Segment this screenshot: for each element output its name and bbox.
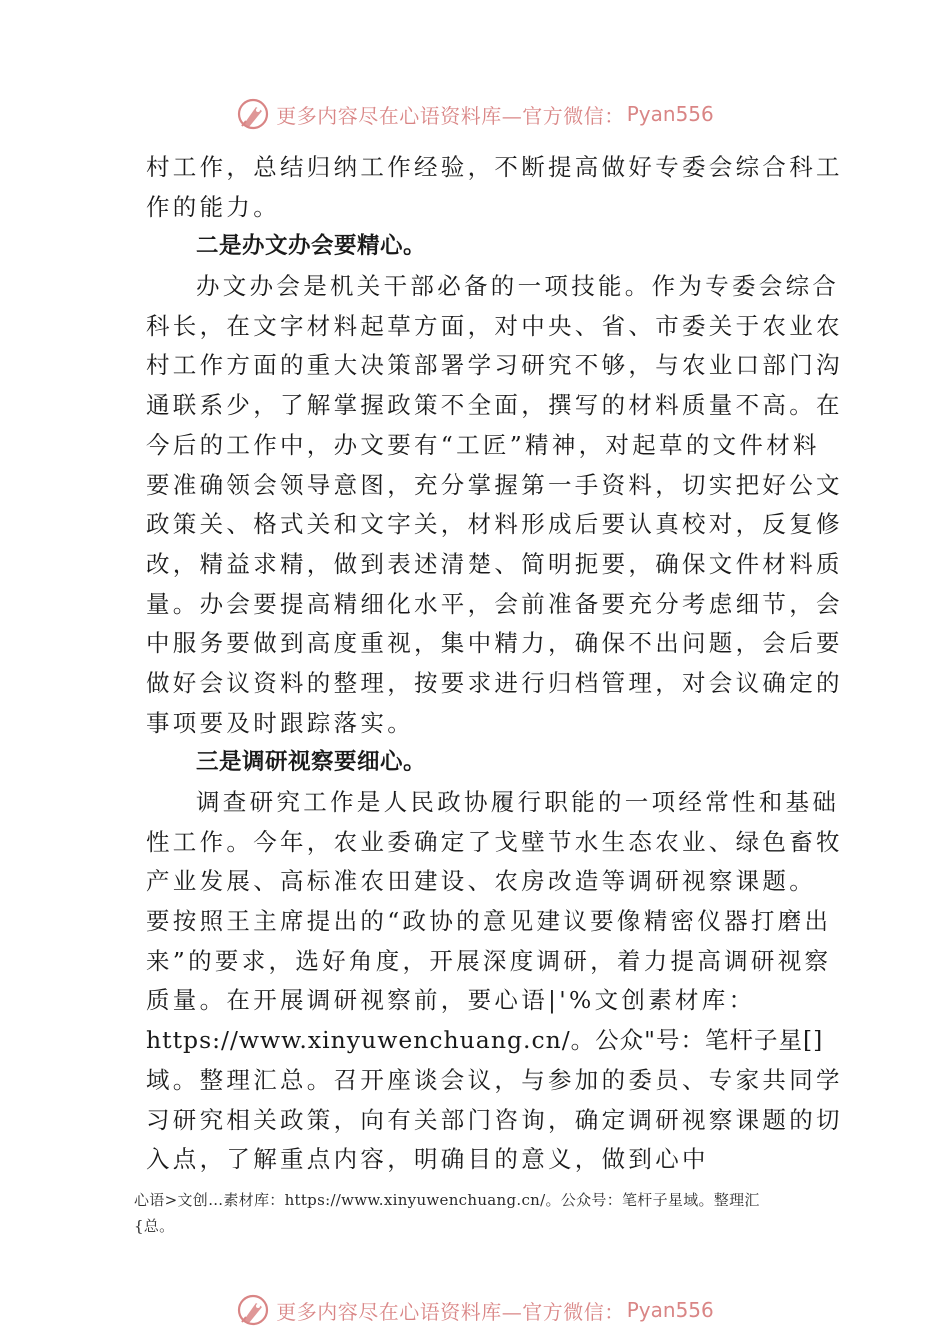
paragraph-line: 要按照王主席提出的“政协的意见建议要像精密仪器打磨出 <box>146 907 832 936</box>
paragraph-line: 域。整理汇总。召开座谈会议，与参加的委员、专家共同学 <box>146 1065 843 1094</box>
footer-banner-text: 更多内容尽在心语资料库—官方微信： <box>276 1299 625 1324</box>
header-banner-text: 更多内容尽在心语资料库—官方微信： <box>276 103 625 128</box>
paragraph-line: 村工作方面的重大决策部署学习研究不够，与农业口部门沟 <box>146 351 843 380</box>
paragraph-line: 事项要及时跟踪落实。 <box>146 708 414 737</box>
paragraph-line: 村工作，总结归纳工作经验，不断提高做好专委会综合科工 <box>146 153 843 181</box>
paragraph-line: 质量。在开展调研视察前，要心语|'%文创素材库： <box>146 986 756 1015</box>
paragraph-line: 政策关、格式关和文字关，材料形成后要认真校对，反复修 <box>146 510 843 539</box>
paragraph-line: 中服务要做到高度重视，集中精力，确保不出问题，会后要 <box>146 629 843 658</box>
paragraph-line: 作的能力。 <box>146 192 280 221</box>
paragraph-line: 办文办会是机关干部必备的一项技能。作为专委会综合 <box>196 272 840 301</box>
paragraph-line: 量。办会要提高精细化水平，会前准备要充分考虑细节，会 <box>146 589 843 618</box>
pen-nib-icon <box>236 97 270 131</box>
footnote-line-2: {总。 <box>134 1217 175 1235</box>
paragraph-line: 今后的工作中，办文要有“工匠”精神，对起草的文件材料 <box>146 430 820 459</box>
paragraph-line: 习研究相关政策，向有关部门咨询，确定调研视察课题的切 <box>146 1105 843 1134</box>
paragraph-line: 入点，了解重点内容，明确目的意义，做到心中 <box>146 1145 709 1174</box>
footnote <box>134 1187 814 1239</box>
paragraph-line: 做好会议资料的整理，按要求进行归档管理，对会议确定的 <box>146 668 843 697</box>
header-banner-id: Pyan556 <box>626 102 714 126</box>
pen-nib-icon <box>236 1293 270 1327</box>
paragraph-line: 改，精益求精，做到表述清楚、简明扼要，确保文件材料质 <box>146 549 843 578</box>
header-banner <box>0 94 950 134</box>
paragraph-line: 科长，在文字材料起草方面，对中央、省、市委关于农业农 <box>146 311 843 340</box>
paragraph-line: 调查研究工作是人民政协履行职能的一项经常性和基础 <box>196 788 840 816</box>
paragraph-line: 要准确领会领导意图，充分掌握第一手资料，切实把好公文 <box>146 470 843 499</box>
section-heading-2: 二是办文办会要精心。 <box>196 233 427 260</box>
paragraph-line: 产业发展、高标准农田建设、农房改造等调研视察课题。 <box>146 867 816 896</box>
footnote-line-1: 心语>文创…素材库：https://www.xinyuwenchuang.cn/。公众号：笔杆子星域。整理汇 <box>134 1191 760 1209</box>
document-body <box>146 148 843 1180</box>
footer-banner-id: Pyan556 <box>626 1298 714 1322</box>
paragraph-line: 来”的要求，选好角度，开展深度调研，着力提高调研视察 <box>146 946 832 975</box>
paragraph-line: 性工作。今年，农业委确定了戈壁节水生态农业、绿色畜牧 <box>146 827 843 856</box>
paragraph-line: 通联系少，了解掌握政策不全面，撰写的材料质量不高。在 <box>146 391 843 420</box>
section-heading-3: 三是调研视察要细心。 <box>196 749 427 776</box>
footer-banner <box>0 1290 950 1330</box>
url-line: https://www.xinyuwenchuang.cn/。公众"号：笔杆子星[] <box>146 1026 824 1055</box>
